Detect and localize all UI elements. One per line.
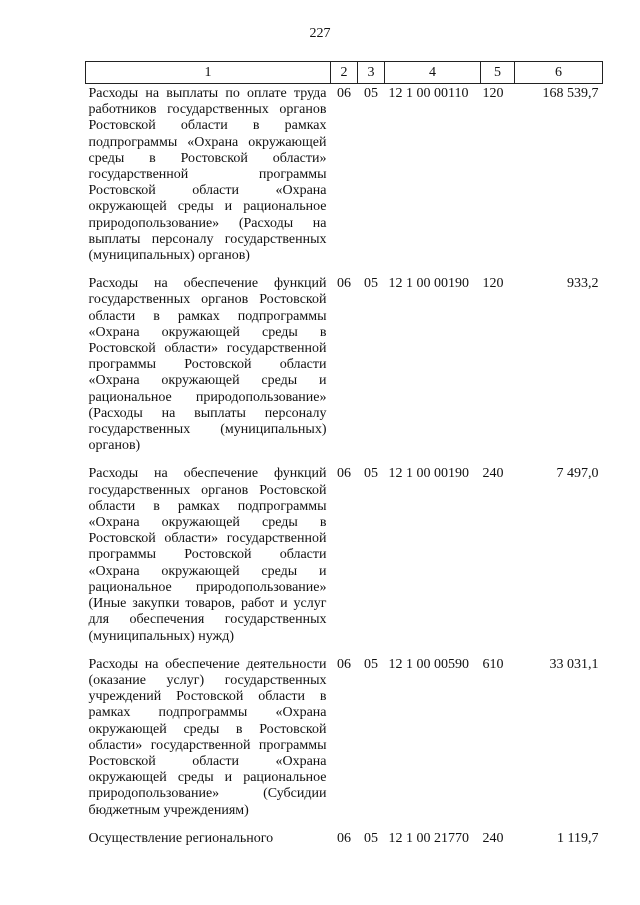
row-section: 06	[337, 466, 351, 482]
row-description: Расходы на обеспечение деятельности (оказание услуг) государственных учреждений Ростовской области в рамках подпрограммы «Охрана окружающей среды в Ростовской области» государственной программы Ростовской области «Охрана окружающей среды и рациональное природопользование» (Субсидии бюджетным учреждениям)	[88, 656, 327, 818]
table-row	[86, 274, 603, 464]
row-subsection: 05	[364, 830, 378, 846]
row-subsection: 05	[364, 466, 378, 482]
row-expense-type: 240	[482, 830, 504, 846]
row-subsection: 05	[364, 86, 378, 101]
row-expense-type: 240	[482, 466, 504, 482]
row-subsection: 05	[364, 656, 378, 672]
row-description: Осуществление регионального	[88, 830, 274, 846]
row-amount: 7 497,0	[556, 466, 599, 482]
row-target-code: 12 1 00 00590	[388, 656, 469, 672]
header-row	[86, 62, 603, 84]
header-col-2: 2	[331, 62, 358, 84]
table-row	[86, 829, 603, 857]
row-description: Расходы на обеспечение функций государственных органов Ростовской области в рамках подпрограммы «Охрана окружающей среды в Ростовской области» государственной программы Ростовской области «Охрана окружающей среды и рациональное природопользование» (Расходы на выплаты персоналу государственных (муниципальных) органов)	[88, 276, 327, 454]
row-section: 06	[337, 656, 351, 672]
row-description: Расходы на выплаты по оплате труда работников государственных органов Ростовской области в рамках подпрограммы «Охрана окружающей среды в Ростовской области» государственной программы Ростовской области «Охрана окружающей среды и рациональное природопользование» (Расходы на выплаты персоналу государственных (муниципальных) органов)	[88, 86, 327, 264]
header-col-1: 1	[86, 62, 331, 84]
table-row	[86, 655, 603, 829]
row-amount: 1 119,7	[557, 830, 599, 846]
table-row	[86, 84, 603, 275]
row-description: Расходы на обеспечение функций государственных органов Ростовской области в рамках подпрограммы «Охрана окружающей среды в Ростовской области» государственной программы Ростовской области «Охрана окружающей среды и рациональное природопользование» (Иные закупки товаров, работ и услуг для обеспечения государственных (муниципальных) нужд)	[88, 466, 327, 644]
page-number: 227	[309, 26, 331, 41]
header-col-4: 4	[385, 62, 481, 84]
header-col-6: 6	[515, 62, 603, 84]
header-col-5: 5	[481, 62, 515, 84]
row-section: 06	[337, 276, 351, 292]
row-section: 06	[337, 830, 351, 846]
budget-table	[85, 61, 603, 857]
row-expense-type: 120	[482, 276, 504, 292]
row-target-code: 12 1 00 00190	[388, 276, 469, 292]
table-row	[86, 464, 603, 654]
row-expense-type: 610	[482, 656, 504, 672]
row-amount: 933,2	[567, 276, 599, 292]
row-subsection: 05	[364, 276, 378, 292]
row-expense-type: 120	[482, 86, 504, 101]
header-col-3: 3	[358, 62, 385, 84]
row-amount: 168 539,7	[542, 86, 599, 101]
row-target-code: 12 1 00 21770	[388, 830, 469, 846]
row-target-code: 12 1 00 00190	[388, 466, 469, 482]
row-section: 06	[337, 86, 351, 101]
row-target-code: 12 1 00 00110	[388, 86, 469, 101]
row-amount: 33 031,1	[549, 656, 599, 672]
